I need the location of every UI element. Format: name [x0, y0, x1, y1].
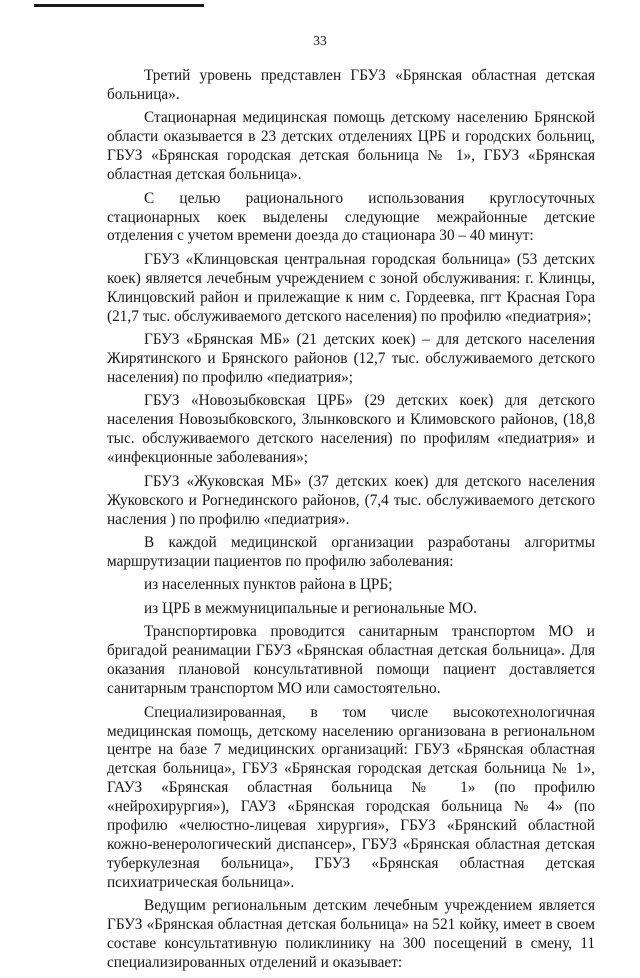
- paragraph-interdistrict-departments: С целью рационального использования круглосуточных стационарных коек выделены следующие межрайонные детские отделения с учетом времени доезда до стационара 30 – 40 минут:: [107, 189, 595, 245]
- document-body: [107, 67, 595, 978]
- paragraph-specialized-care: Специализированная, в том числе высокотехнологичная медицинская помощь, детскому населению организована в региональном центре на базе 7 медицинских организаций: ГБУЗ «Брянская областная детская больница», ГБУЗ «Брянская городская детская больница № 1», ГАУЗ «Брянская областная больница № 1» (по профилю «нейрохирургия»), ГАУЗ «Брянская городская больница № 4» (по профилю «челюстно-лицевая хирургия», ГБУЗ «Брянский областной кожно-венерологический диспансер», ГБУЗ «Брянская областная детская туберкулезная больница», ГБУЗ «Брянская областная детская психиатрическая больница».: [107, 703, 595, 891]
- paragraph-transportation: Транспортировка проводится санитарным транспортом МО и бригадой реанимации ГБУЗ «Брянская областная детская больница». Для оказания плановой консультативной помощи пациент доставляется санитарным транспортом МО или самостоятельно.: [107, 623, 595, 698]
- paragraph-third-level: Третий уровень представлен ГБУЗ «Брянская областная детская больница».: [107, 67, 595, 103]
- paragraph-route-to-regional: из ЦРБ в межмуниципальные и региональные МО.: [144, 599, 477, 617]
- paragraph-route-to-crb: из населенных пунктов района в ЦРБ;: [144, 576, 393, 594]
- paragraph-leading-institution: Ведущим региональным детским лечебным учреждением является ГБУЗ «Брянская областная детская больница» на 521 койку, имеет в своем составе консультативную поликлинику на 300 посещений в смену, 11 специализированных отделений и оказывает:: [107, 897, 595, 971]
- paragraph-bryansk-mb: ГБУЗ «Брянская МБ» (21 детских коек) – для детского населения Жирятинского и Брянского районов (12,7 тыс. обслуживаемого детского населения) по профилю «педиатрия»;: [107, 331, 595, 386]
- paragraph-zhukovka-mb: ГБУЗ «Жуковская МБ» (37 детских коек) для детского населения Жуковского и Рогнединского районов, (7,4 тыс. обслуживаемого детского насления ) по профилю «педиатрия».: [107, 472, 595, 528]
- top-scan-line: [34, 4, 204, 7]
- paragraph-inpatient-care: Стационарная медицинская помощь детскому населению Брянской области оказывается в 23 детских отделениях ЦРБ и городских больниц, ГБУЗ «Брянская городская детская больница № 1», ГБУЗ «Брянская областная детская больница».: [107, 109, 595, 184]
- paragraph-klintsy-hospital: ГБУЗ «Клинцовская центральная городская больница» (53 детских коек) является лечебным учреждением с зоной обслуживания: г. Клинцы, Клинцовский район и прилежащие к ним с. Гордеевка, пгт Красная Гора (21,7 тыс. обслуживаемого детского населения) по профилю «педиатрия»;: [107, 250, 595, 325]
- page-number: 33: [313, 33, 327, 48]
- paragraph-routing-algorithms: В каждой медицинской организации разработаны алгоритмы маршрутизации пациентов по профилю заболевания:: [107, 534, 595, 570]
- paragraph-novozybkov-crb: ГБУЗ «Новозыбковская ЦРБ» (29 детских коек) для детского населения Новозыбковского, Злынковского и Климовского районов, (18,8 тыс. обслуживаемого детского населения) по профилям «педиатрия» и «инфекционные заболевания»;: [107, 392, 595, 467]
